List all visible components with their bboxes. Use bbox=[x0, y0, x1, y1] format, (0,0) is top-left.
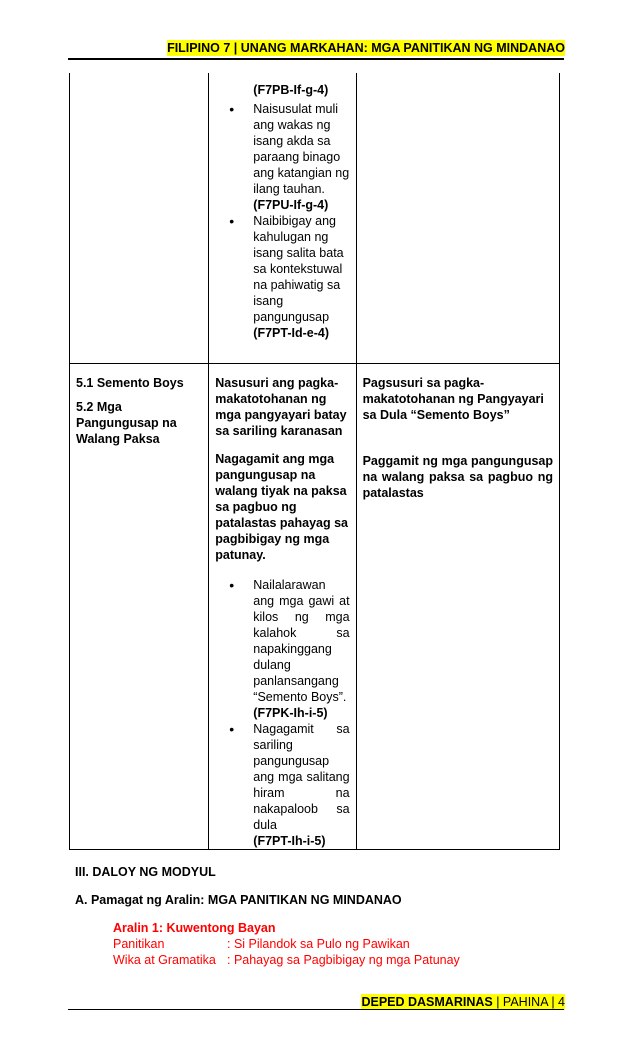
header-divider bbox=[68, 58, 564, 60]
footer-divider bbox=[68, 1009, 564, 1010]
list-item bbox=[209, 577, 355, 721]
competency-code: (F7PB-If-g-4) bbox=[253, 83, 329, 97]
competency-code: (F7PT-Ih-i-5) bbox=[253, 834, 326, 848]
topic-item: 5.2 Mga Pangungusap na Walang Paksa bbox=[76, 400, 177, 446]
table-row bbox=[70, 73, 560, 364]
lesson-row bbox=[113, 936, 460, 952]
list-item bbox=[209, 101, 355, 213]
footer-org: DEPED DASMARINAS bbox=[361, 995, 493, 1009]
lesson-heading bbox=[75, 893, 402, 907]
list-item bbox=[209, 213, 355, 341]
activity-cell bbox=[356, 73, 559, 364]
competency-cell bbox=[209, 364, 356, 850]
activity-text: Pagsusuri sa pagka-makatotohanan ng Pangyayari sa Dula “Semento Boys” bbox=[362, 376, 544, 422]
activity-text: Paggamit ng mga pangungusap na walang paksa sa pagbuo ng patalastas bbox=[362, 454, 553, 500]
competency-text: Naibibigay ang kahulugan ng isang salita bata sa kontekstuwal na pahiwatig sa isang pangungusap bbox=[253, 214, 344, 324]
competency-text: Nagagamit ang mga pangungusap na walang tiyak na paksa sa pagbuo ng patalastas pahayag sa pagbibigay ng mga patunay. bbox=[215, 452, 348, 562]
lesson-row-label: Panitikan bbox=[113, 937, 165, 951]
lesson-heading-title: MGA PANITIKAN NG MINDANAO bbox=[207, 893, 402, 907]
topic-cell bbox=[70, 364, 209, 850]
table-row bbox=[70, 364, 560, 850]
lesson-row-label: Wika at Gramatika bbox=[113, 953, 216, 967]
lesson-row bbox=[113, 952, 460, 968]
lesson-title: Aralin 1: Kuwentong Bayan bbox=[113, 921, 276, 935]
footer-label bbox=[361, 994, 565, 1010]
lesson-row-value: : Pahayag sa Pagbibigay ng mga Patunay bbox=[227, 953, 460, 967]
competency-text: Naisusulat muli ang wakas ng isang akda sa paraang binago ang katangian ng ilang tauhan. bbox=[253, 102, 350, 196]
lesson-heading-prefix: A. Pamagat ng Aralin: bbox=[75, 893, 205, 907]
section-title: III. DALOY NG MODYUL bbox=[75, 865, 216, 879]
competency-table bbox=[69, 73, 560, 850]
header-title: FILIPINO 7 | UNANG MARKAHAN: MGA PANITIKAN NG MINDANAO bbox=[167, 41, 565, 55]
lesson-info bbox=[113, 920, 460, 968]
competency-text: Nailalarawan ang mga gawi at kilos ng mga kalahok sa napakinggang dulang panlansangang “Semento Boys”. bbox=[253, 578, 350, 704]
list-item bbox=[209, 721, 355, 849]
competency-cell bbox=[209, 73, 356, 364]
activity-cell bbox=[356, 364, 559, 850]
topic-cell bbox=[70, 73, 209, 364]
footer-separator: | bbox=[492, 995, 503, 1009]
lesson-row-value: : Si Pilandok sa Pulo ng Pawikan bbox=[227, 937, 410, 951]
competency-code: (F7PK-Ih-i-5) bbox=[253, 706, 328, 720]
competency-text: Nasusuri ang pagka-makatotohanan ng mga pangyayari batay sa sariling karanasan bbox=[215, 376, 347, 438]
competency-code: (F7PT-Id-e-4) bbox=[253, 326, 329, 340]
page-number: PAHINA | 4 bbox=[502, 995, 565, 1009]
competency-code: (F7PU-If-g-4) bbox=[253, 198, 329, 212]
competency-text: Nagagamit sa sariling pangungusap ang mga salitang hiram na nakapaloob sa dula bbox=[253, 722, 350, 832]
topic-item: 5.1 Semento Boys bbox=[76, 376, 184, 390]
